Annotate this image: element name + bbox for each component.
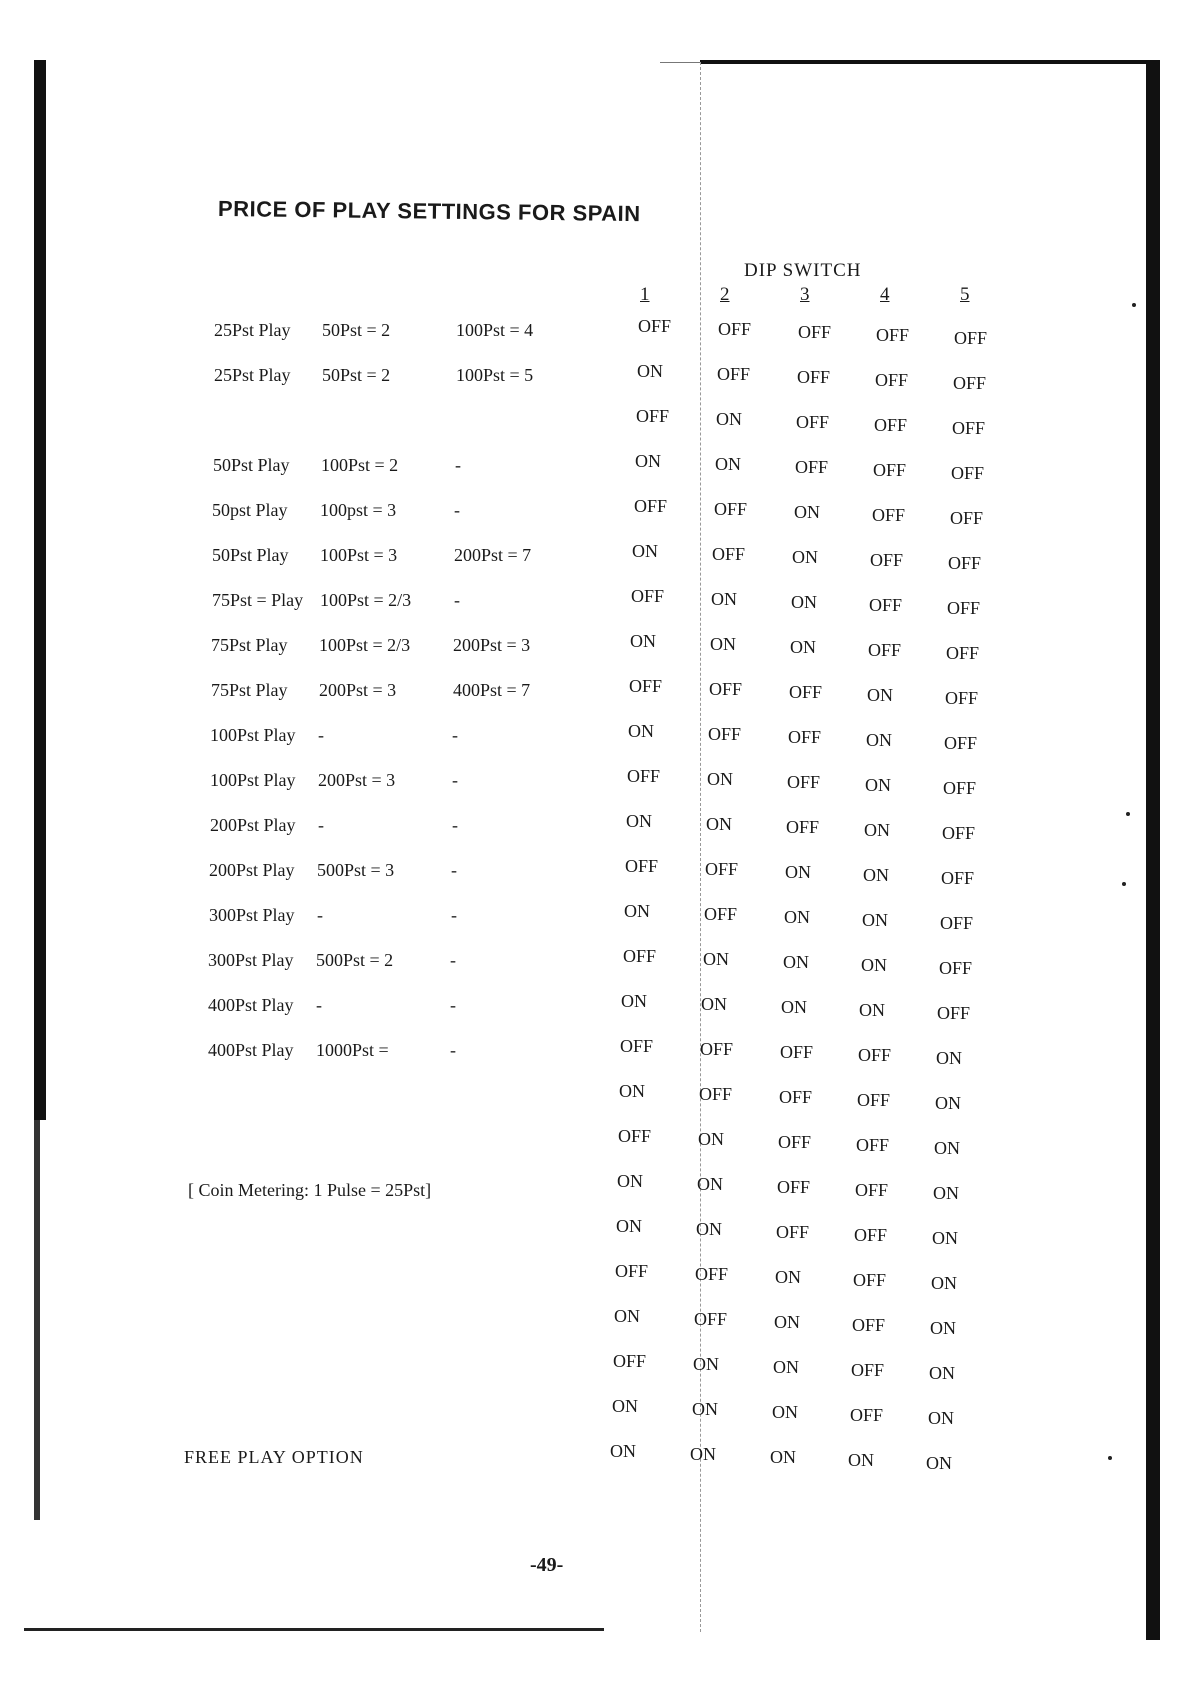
dip-switch-5-state: OFF (947, 598, 981, 618)
dip-switch-1-state: ON (635, 451, 661, 471)
table-row (0, 496, 1188, 530)
bonus-price-1: - (318, 815, 324, 835)
switch-number-2: 2 (720, 284, 730, 305)
dip-switch-4-state: OFF (876, 325, 910, 345)
play-price: 50pst Play (212, 500, 288, 520)
bonus-price-2: 100Pst = 5 (456, 365, 534, 385)
dip-switch-5-state: ON (936, 1048, 962, 1068)
dip-switch-4-state: OFF (851, 1360, 885, 1380)
bonus-price-2: 200Pst = 7 (454, 545, 532, 565)
dip-switch-1-state: ON (610, 1441, 636, 1461)
play-price: 50Pst Play (212, 545, 289, 565)
dip-switch-4-state: OFF (855, 1180, 889, 1200)
dip-switch-3-state: OFF (788, 727, 822, 747)
dip-switch-3-state: OFF (777, 1177, 811, 1197)
dip-switch-4-state: ON (865, 775, 891, 795)
bonus-price-1: 500Pst = 3 (317, 860, 395, 880)
dip-switch-2-state: OFF (705, 859, 739, 879)
dip-switch-5-state: OFF (945, 688, 979, 708)
table-row (0, 766, 1188, 800)
dip-switch-3-state: ON (794, 502, 820, 522)
table-row (0, 856, 1188, 890)
dip-switch-1-state: ON (616, 1216, 642, 1236)
dip-switch-2-state: ON (703, 949, 729, 969)
dip-switch-1-state: ON (628, 721, 654, 741)
dip-switch-4-state: OFF (872, 505, 906, 525)
dip-switch-4-state: OFF (853, 1270, 887, 1290)
play-price: 75Pst Play (211, 680, 288, 700)
play-price: 50Pst Play (213, 455, 290, 475)
bonus-price-1: 100Pst = 2/3 (319, 635, 411, 655)
dip-switch-3-state: ON (770, 1447, 796, 1467)
bonus-price-2: - (455, 455, 461, 475)
table-row (0, 991, 1188, 1025)
table-row (0, 676, 1188, 710)
dip-switch-3-state: OFF (787, 772, 821, 792)
dip-switch-2-state: ON (693, 1354, 719, 1374)
dip-switch-3-state: ON (791, 592, 817, 612)
dip-switch-4-state: OFF (857, 1090, 891, 1110)
dip-switch-3-state: ON (792, 547, 818, 567)
dip-switch-4-state: ON (863, 865, 889, 885)
table-row (0, 1036, 1188, 1070)
dip-switch-3-state: OFF (789, 682, 823, 702)
table-row (0, 1306, 1188, 1340)
play-price: 25Pst Play (214, 320, 291, 340)
dip-switch-1-state: OFF (629, 676, 663, 696)
table-row (0, 1261, 1188, 1295)
dip-switch-3-state: OFF (776, 1222, 810, 1242)
dip-switch-4-state: OFF (856, 1135, 890, 1155)
dip-switch-2-state: ON (711, 589, 737, 609)
dip-switch-2-state: OFF (708, 724, 742, 744)
dip-switch-4-state: ON (866, 730, 892, 750)
dip-switch-4-state: OFF (858, 1045, 892, 1065)
play-price: 200Pst Play (210, 815, 296, 835)
dip-switch-1-state: ON (612, 1396, 638, 1416)
table-row (0, 721, 1188, 755)
dip-switch-1-state: OFF (627, 766, 661, 786)
table-row (0, 1351, 1188, 1385)
table-row (0, 1441, 1188, 1475)
bonus-price-2: - (452, 770, 458, 790)
bonus-price-1: - (316, 995, 322, 1015)
table-row (0, 811, 1188, 845)
dip-switch-1-state: ON (617, 1171, 643, 1191)
switch-number-5: 5 (960, 284, 970, 305)
dip-switch-4-state: OFF (868, 640, 902, 660)
dip-switch-2-state: OFF (717, 364, 751, 384)
dip-switch-2-state: ON (710, 634, 736, 654)
coin-metering-note: [ Coin Metering: 1 Pulse = 25Pst] (188, 1180, 432, 1200)
dip-switch-2-state: ON (707, 769, 733, 789)
dip-switch-1-state: OFF (620, 1036, 654, 1056)
dip-switch-4-state: OFF (850, 1405, 884, 1425)
table-row (0, 586, 1188, 620)
dip-switch-4-state: OFF (875, 370, 909, 390)
dip-switch-3-state: OFF (797, 367, 831, 387)
dip-switch-5-state: OFF (944, 733, 978, 753)
dip-switch-5-state: ON (933, 1183, 959, 1203)
dip-switch-3-state: OFF (795, 457, 829, 477)
play-price: 75Pst = Play (212, 590, 304, 610)
dip-switch-2-state: ON (715, 454, 741, 474)
bonus-price-1: 50Pst = 2 (322, 365, 391, 385)
dip-switch-4-state: OFF (874, 415, 908, 435)
dip-switch-1-state: OFF (613, 1351, 647, 1371)
dip-switch-3-state: ON (784, 907, 810, 927)
dip-switch-1-state: OFF (615, 1261, 649, 1281)
dip-switch-5-state: ON (929, 1363, 955, 1383)
dip-switch-5-state: OFF (946, 643, 980, 663)
dip-switch-2-state: OFF (712, 544, 746, 564)
page-title: PRICE OF PLAY SETTINGS FOR SPAIN (217, 196, 641, 227)
bonus-price-1: - (318, 725, 324, 745)
bonus-price-1: 200Pst = 3 (318, 770, 396, 790)
table-row (0, 901, 1188, 935)
dip-switch-5-state: OFF (937, 1003, 971, 1023)
dip-switch-1-state: OFF (625, 856, 659, 876)
dip-switch-3-state: ON (781, 997, 807, 1017)
dip-switch-3-state: OFF (779, 1087, 813, 1107)
dip-switch-3-state: ON (774, 1312, 800, 1332)
bonus-price-2: 400Pst = 7 (453, 680, 531, 700)
dip-switch-2-state: OFF (699, 1084, 733, 1104)
dip-switch-5-state: ON (935, 1093, 961, 1113)
dip-switch-3-state: ON (785, 862, 811, 882)
dip-switch-5-state: OFF (952, 418, 986, 438)
dip-switch-1-state: ON (624, 901, 650, 921)
dip-switch-4-state: ON (862, 910, 888, 930)
play-price: 300Pst Play (208, 950, 294, 970)
bonus-price-1: 500Pst = 2 (316, 950, 394, 970)
dip-switch-2-state: ON (698, 1129, 724, 1149)
table-row (0, 1126, 1188, 1160)
dip-switch-1-state: OFF (634, 496, 668, 516)
bonus-price-1: 50Pst = 2 (322, 320, 391, 340)
dip-switch-2-state: ON (701, 994, 727, 1014)
dip-switch-4-state: OFF (873, 460, 907, 480)
dip-switch-1-state: OFF (638, 316, 672, 336)
table-row (0, 361, 1188, 395)
switch-number-3: 3 (800, 284, 810, 305)
bonus-price-1: 100Pst = 2/3 (320, 590, 412, 610)
dip-switch-5-state: OFF (950, 508, 984, 528)
table-row (0, 1216, 1188, 1250)
table-row (0, 1396, 1188, 1430)
dip-switch-5-state: OFF (941, 868, 975, 888)
dip-switch-3-state: ON (775, 1267, 801, 1287)
table-row (0, 541, 1188, 575)
play-price: 75Pst Play (211, 635, 288, 655)
dip-switch-2-state: OFF (709, 679, 743, 699)
dip-switch-3-state: OFF (786, 817, 820, 837)
play-price: 400Pst Play (208, 995, 294, 1015)
bonus-price-1: 100Pst = 3 (320, 545, 398, 565)
dip-switch-2-state: ON (697, 1174, 723, 1194)
dip-switch-5-state: OFF (939, 958, 973, 978)
bonus-price-1: 200Pst = 3 (319, 680, 397, 700)
dip-switch-4-state: ON (867, 685, 893, 705)
dip-switch-1-state: OFF (631, 586, 665, 606)
dip-switch-3-state: ON (772, 1402, 798, 1422)
page-number: -49- (530, 1554, 564, 1576)
dip-switch-3-state: ON (783, 952, 809, 972)
dip-switch-1-state: ON (619, 1081, 645, 1101)
play-price: 100Pst Play (210, 725, 296, 745)
dip-switch-5-state: OFF (954, 328, 988, 348)
dip-switch-2-state: ON (692, 1399, 718, 1419)
dip-switch-4-state: OFF (854, 1225, 888, 1245)
dip-switch-5-state: OFF (940, 913, 974, 933)
switch-number-1: 1 (640, 284, 650, 305)
play-price: 400Pst Play (208, 1040, 294, 1060)
play-price: 300Pst Play (209, 905, 295, 925)
table-row (0, 631, 1188, 665)
dip-switch-2-state: OFF (695, 1264, 729, 1284)
dip-switch-4-state: OFF (870, 550, 904, 570)
play-price: 25Pst Play (214, 365, 291, 385)
table-row (0, 1081, 1188, 1115)
dip-switch-3-state: OFF (796, 412, 830, 432)
dip-switch-2-state: OFF (718, 319, 752, 339)
dip-switch-1-state: ON (614, 1306, 640, 1326)
bonus-price-2: - (454, 590, 460, 610)
table-row (0, 316, 1188, 350)
dip-switch-2-state: OFF (700, 1039, 734, 1059)
dip-switch-5-state: OFF (942, 823, 976, 843)
bonus-price-2: 100Pst = 4 (456, 320, 534, 340)
table-row (0, 406, 1188, 440)
dip-switch-1-state: ON (632, 541, 658, 561)
dip-switch-1-state: ON (630, 631, 656, 651)
bonus-price-2: - (450, 1040, 456, 1060)
bonus-price-2: - (452, 815, 458, 835)
switch-number-4: 4 (880, 284, 890, 305)
dip-switch-2-state: ON (696, 1219, 722, 1239)
table-row (0, 1171, 1188, 1205)
dip-switch-5-state: ON (931, 1273, 957, 1293)
bonus-price-2: 200Pst = 3 (453, 635, 531, 655)
dip-switch-5-state: ON (930, 1318, 956, 1338)
dip-switch-3-state: OFF (798, 322, 832, 342)
dip-switch-2-state: OFF (704, 904, 738, 924)
dip-switch-1-state: OFF (623, 946, 657, 966)
dip-switch-5-state: OFF (943, 778, 977, 798)
table-row (0, 451, 1188, 485)
bonus-price-2: - (450, 995, 456, 1015)
dip-switch-2-state: ON (706, 814, 732, 834)
dip-switch-5-state: ON (926, 1453, 952, 1473)
dip-switch-2-state: ON (690, 1444, 716, 1464)
dip-switch-3-state: OFF (780, 1042, 814, 1062)
dip-switch-4-state: ON (848, 1450, 874, 1470)
bonus-price-2: - (451, 905, 457, 925)
dip-switch-1-state: ON (626, 811, 652, 831)
dip-switch-4-state: OFF (852, 1315, 886, 1335)
dip-switch-5-state: ON (934, 1138, 960, 1158)
dip-switch-4-state: ON (861, 955, 887, 975)
dip-switch-header: DIP SWITCH (744, 260, 862, 281)
dip-switch-2-state: OFF (694, 1309, 728, 1329)
dip-switch-5-state: OFF (953, 373, 987, 393)
dip-switch-5-state: ON (928, 1408, 954, 1428)
free-play-option: FREE PLAY OPTION (184, 1447, 364, 1467)
dip-switch-4-state: ON (864, 820, 890, 840)
bonus-price-2: - (454, 500, 460, 520)
bonus-price-1: 100pst = 3 (320, 500, 397, 520)
bonus-price-2: - (452, 725, 458, 745)
dip-switch-5-state: OFF (951, 463, 985, 483)
dip-switch-2-state: ON (716, 409, 742, 429)
table-row (0, 946, 1188, 980)
play-price: 100Pst Play (210, 770, 296, 790)
bonus-price-1: - (317, 905, 323, 925)
bonus-price-2: - (450, 950, 456, 970)
dip-switch-3-state: ON (790, 637, 816, 657)
bonus-price-1: 1000Pst = (316, 1040, 389, 1060)
dip-switch-3-state: OFF (778, 1132, 812, 1152)
bonus-price-2: - (451, 860, 457, 880)
dip-switch-1-state: ON (637, 361, 663, 381)
dip-switch-4-state: ON (859, 1000, 885, 1020)
dip-switch-1-state: OFF (636, 406, 670, 426)
dip-switch-5-state: OFF (948, 553, 982, 573)
dip-switch-1-state: OFF (618, 1126, 652, 1146)
dip-switch-2-state: OFF (714, 499, 748, 519)
dip-switch-1-state: ON (621, 991, 647, 1011)
bonus-price-1: 100Pst = 2 (321, 455, 399, 475)
dip-switch-4-state: OFF (869, 595, 903, 615)
dip-switch-5-state: ON (932, 1228, 958, 1248)
dip-switch-3-state: ON (773, 1357, 799, 1377)
play-price: 200Pst Play (209, 860, 295, 880)
